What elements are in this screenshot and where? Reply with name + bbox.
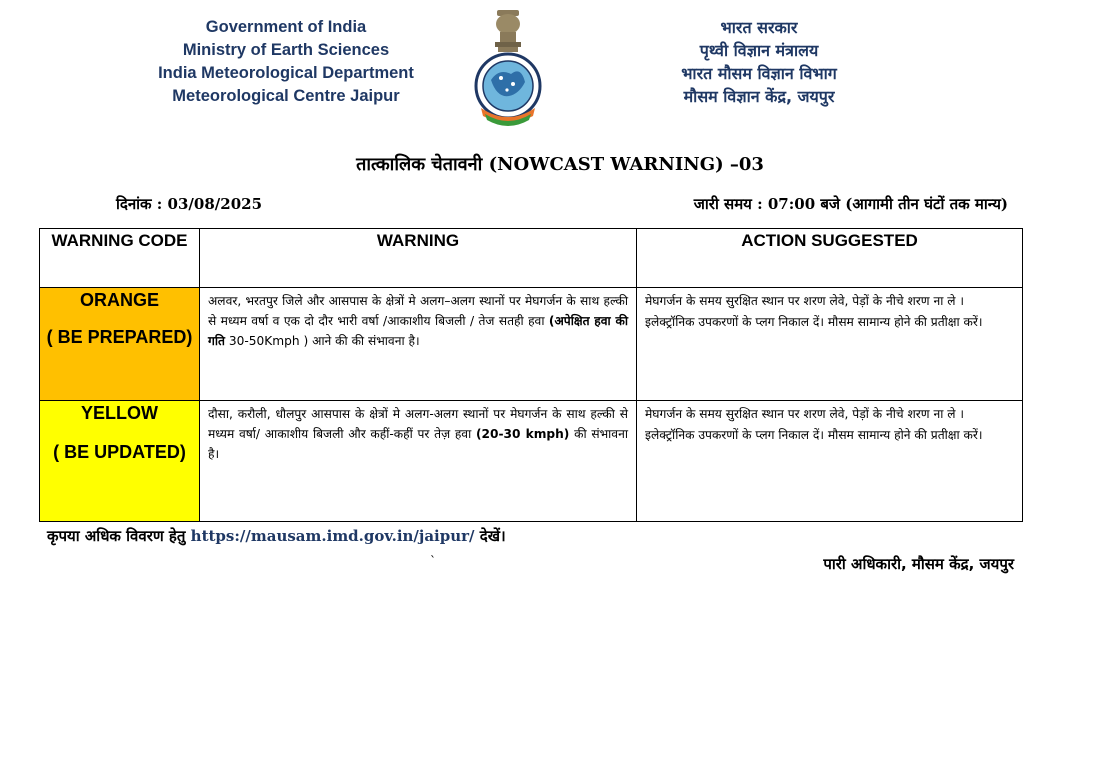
header-english: [140, 16, 432, 108]
warning-text: [200, 401, 636, 464]
action-text-cell: [637, 401, 1023, 522]
warning-text: [200, 288, 636, 351]
header-en-line-1: Government of India: [205, 18, 367, 36]
header-warning-code: WARNING CODE: [40, 229, 200, 288]
warning-text-cell: [200, 401, 637, 522]
issue-date: दिनांक : 03/08/2025: [116, 195, 263, 213]
action-text-cell: [637, 288, 1023, 401]
warning-code-yellow: [40, 401, 200, 522]
warning-text-cell: [200, 288, 637, 401]
warning-code-label: ORANGE: [79, 290, 159, 310]
signature: पारी अधिकारी, मौसम केंद्र, जयपुर: [823, 555, 1014, 573]
warning-text-part: की संभावना है।: [208, 427, 628, 461]
action-text: मेघगर्जन के समय सुरक्षित स्थान पर शरण लेवे, पेड़ों के नीचे शरण ना ले । इलेक्ट्रॉनिक उपकरणों के प्लग निकाल दें। मौसम सामान्य होने की प्रतीक्षा करें।: [645, 294, 983, 329]
header-warning: WARNING: [200, 229, 637, 288]
warning-text-part: 30-50Kmph ) आने की की संभावना है।: [224, 334, 420, 348]
header-hi-line-1: भारत सरकार: [720, 18, 798, 37]
footer-prefix: कृपया अधिक विवरण हेतु: [47, 527, 191, 545]
action-text: मेघगर्जन के समय सुरक्षित स्थान पर शरण लेवे, पेड़ों के नीचे शरण ना ले । इलेक्ट्रॉनिक उपकरणों के प्लग निकाल दें। मौसम सामान्य होने की प्रतीक्षा करें।: [645, 407, 983, 442]
imd-emblem-icon: [467, 8, 549, 130]
header-hi-line-2: पृथ्वी विज्ञान मंत्रालय: [699, 41, 819, 60]
footer-suffix: देखें।: [474, 527, 506, 545]
table-row: [40, 288, 1023, 401]
warning-table: [39, 228, 1023, 522]
header-en-line-3: India Meteorological Department: [158, 64, 414, 82]
header-en-line-2: Ministry of Earth Sciences: [182, 41, 390, 59]
warning-code-sub: ( BE UPDATED): [53, 442, 186, 462]
warning-code-sub: ( BE PREPARED): [46, 327, 193, 347]
stray-mark: `: [430, 554, 436, 568]
issue-time: जारी समय : 07:00 बजे (आगामी तीन घंटों तक मान्य): [693, 195, 1008, 213]
header-en-line-4: Meteorological Centre Jaipur: [172, 87, 400, 105]
page-title: तात्कालिक चेतावनी (NOWCAST WARNING) –03: [356, 154, 764, 175]
warning-text-part: दौसा, करौली, धौलपुर आसपास के क्षेत्रों मे अलग-अलग स्थानों पर मेघगर्जन के साथ हल्की से मध्यम वर्षा/ आकाशीय बिजली और कहीं-कहीं पर तेज़ हवा: [208, 407, 628, 441]
warning-code-orange: [40, 288, 200, 401]
header-hindi: [650, 16, 868, 108]
warning-text-bold: (20-30 kmph): [475, 427, 570, 441]
header-hi-line-3: भारत मौसम विज्ञान विभाग: [681, 64, 837, 83]
table-header-row: [40, 229, 1023, 288]
header-action: ACTION SUGGESTED: [637, 229, 1023, 288]
warning-text-part: अलवर, भरतपुर जिले और आसपास के क्षेत्रों मे अलग–अलग स्थानों पर मेघगर्जन के साथ हल्की से मध्यम वर्षा व एक दो दौर भारी वर्षा /आकाशीय बिजली / तेज सतही हवा: [208, 294, 628, 328]
header-hi-line-4: मौसम विज्ञान केंद्र, जयपुर: [683, 87, 835, 106]
warning-code-label: YELLOW: [81, 403, 158, 423]
footer-more-info: [47, 526, 506, 546]
table-row: [40, 401, 1023, 522]
footer-url-link[interactable]: https://mausam.imd.gov.in/jaipur/: [190, 527, 475, 545]
warning-text-bold: (अपेक्षित हवा की गति: [208, 314, 628, 348]
